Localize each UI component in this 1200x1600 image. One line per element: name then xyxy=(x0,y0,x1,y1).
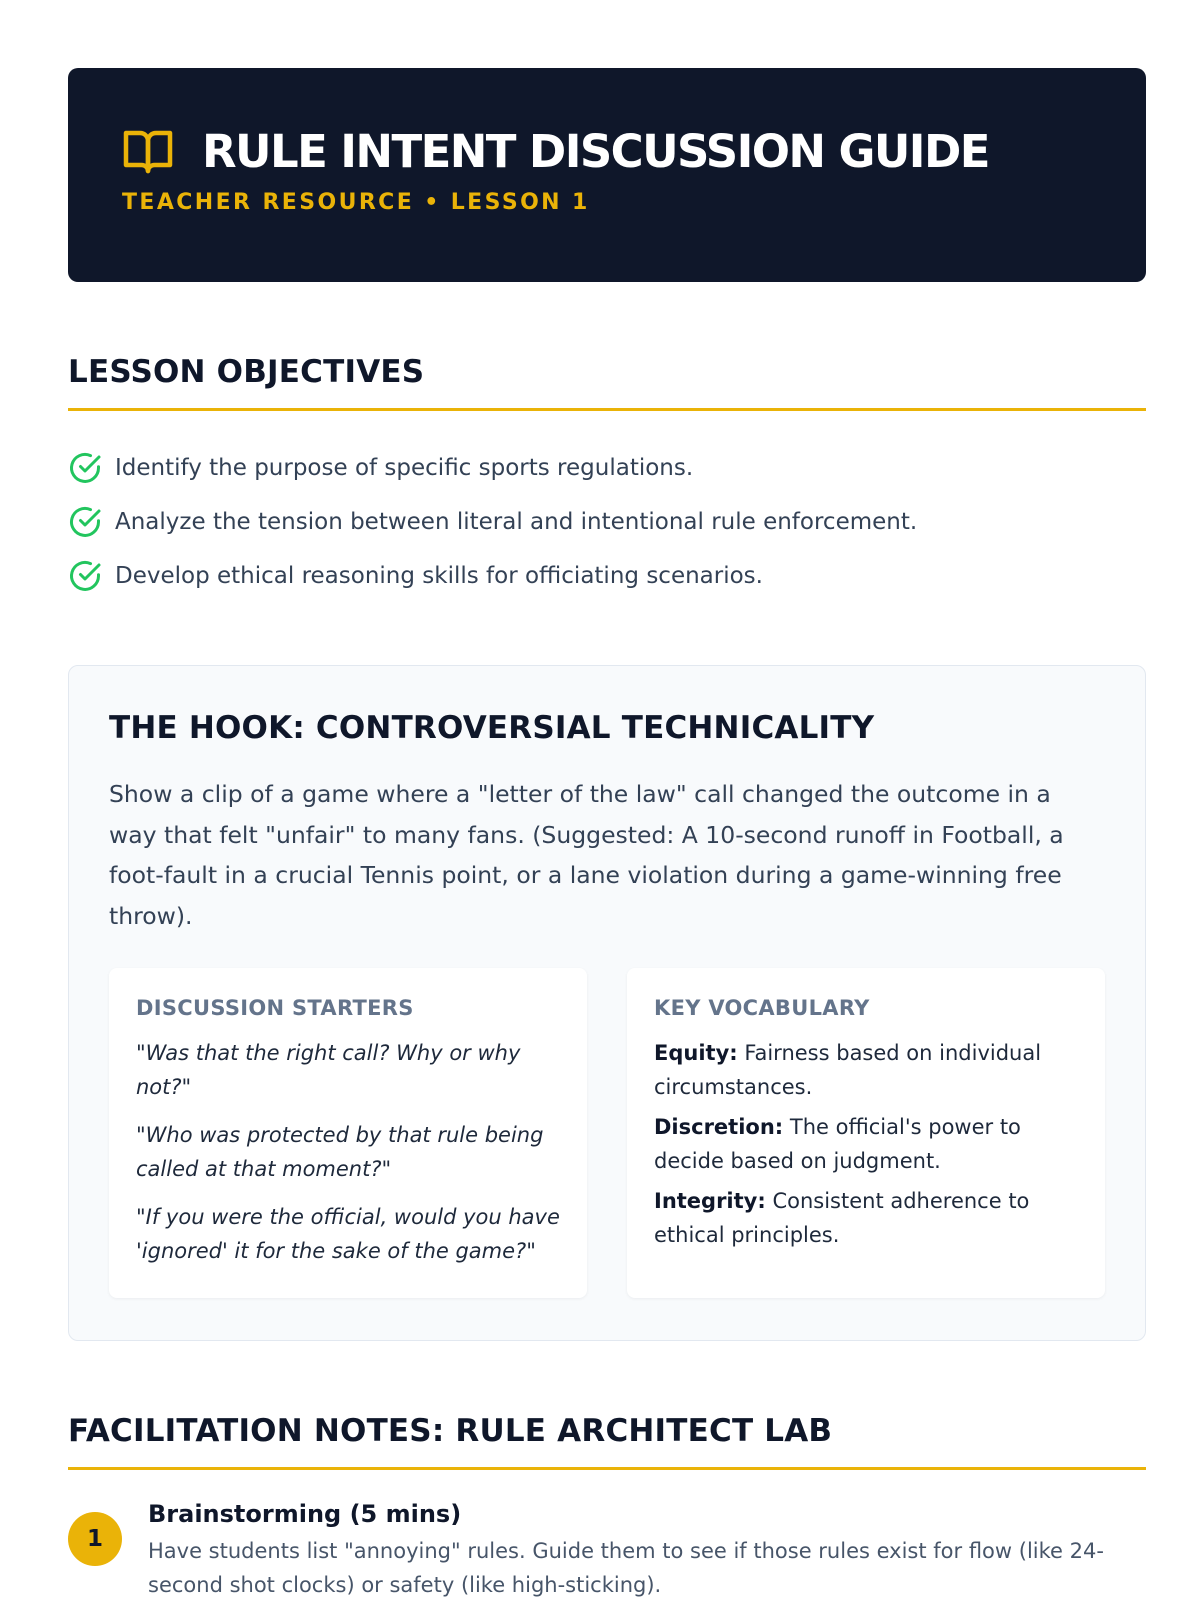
header-title-row xyxy=(122,124,1092,178)
lesson-objectives-section xyxy=(68,354,1146,603)
facilitation-step xyxy=(68,1500,1146,1600)
objectives-heading: LESSON OBJECTIVES xyxy=(68,354,1146,411)
page-subtitle: TEACHER RESOURCE • LESSON 1 xyxy=(122,190,590,215)
objective-text: Develop ethical reasoning skills for officiating scenarios. xyxy=(115,563,763,589)
lesson-guide-page xyxy=(68,68,1146,1600)
objective-item xyxy=(68,495,1146,549)
discussion-starters-heading: DISCUSSION STARTERS xyxy=(136,996,414,1020)
vocabulary-item xyxy=(654,1110,1079,1178)
vocabulary-definition: Consistent adherence to ethical principles. xyxy=(654,1189,1030,1247)
discussion-starter: "If you were the official, would you have 'ignored' it for the sake of the game?" xyxy=(136,1205,560,1263)
hook-card xyxy=(68,665,1146,1341)
step-number-badge: 1 xyxy=(68,1512,122,1566)
discussion-starters-panel xyxy=(109,968,587,1298)
vocabulary-definition: The official's power to decide based on judgment. xyxy=(654,1115,1021,1173)
vocabulary-term: Equity: xyxy=(654,1041,738,1065)
step-title: Brainstorming (5 mins) xyxy=(148,1500,462,1528)
objective-text: Analyze the tension between literal and intentional rule enforcement. xyxy=(115,509,918,535)
hook-columns xyxy=(109,968,1105,1298)
discussion-starter: "Who was protected by that rule being called at that moment?" xyxy=(136,1123,544,1181)
hook-description: Show a clip of a game where a "letter of the law" call changed the outcome in a way that felt "unfair" to many fans. (Suggested: A 10-second runoff in Football, a foot-fault in a crucial Tennis point, or a lane violation during a game-winning free throw). xyxy=(109,780,1064,930)
header-banner xyxy=(68,68,1146,282)
page-title: RULE INTENT DISCUSSION GUIDE xyxy=(202,124,989,178)
key-vocabulary-panel xyxy=(627,968,1105,1298)
check-circle-icon xyxy=(68,559,102,593)
step-description: Have students list "annoying" rules. Guide them to see if those rules exist for flow (like 24-second shot clocks) or safety (like high-sticking). xyxy=(148,1539,1104,1597)
objective-text: Identify the purpose of specific sports regulations. xyxy=(115,455,694,481)
hook-title: THE HOOK: CONTROVERSIAL TECHNICALITY xyxy=(109,710,875,746)
key-vocabulary-heading: KEY VOCABULARY xyxy=(654,996,870,1020)
objectives-list xyxy=(68,441,1146,603)
vocabulary-item xyxy=(654,1184,1079,1252)
facilitation-heading: FACILITATION NOTES: RULE ARCHITECT LAB xyxy=(68,1413,1146,1470)
step-content xyxy=(148,1500,1108,1600)
discussion-starter: "Was that the right call? Why or why not?" xyxy=(136,1041,521,1099)
check-circle-icon xyxy=(68,505,102,539)
vocabulary-term: Integrity: xyxy=(654,1189,766,1213)
check-circle-icon xyxy=(68,451,102,485)
book-open-icon xyxy=(122,127,174,175)
vocabulary-list xyxy=(654,1036,1079,1252)
vocabulary-term: Discretion: xyxy=(654,1115,784,1139)
vocabulary-definition: Fairness based on individual circumstances. xyxy=(654,1041,1042,1099)
objective-item xyxy=(68,549,1146,603)
vocabulary-item xyxy=(654,1036,1079,1104)
facilitation-notes-section xyxy=(68,1413,1146,1600)
objective-item xyxy=(68,441,1146,495)
